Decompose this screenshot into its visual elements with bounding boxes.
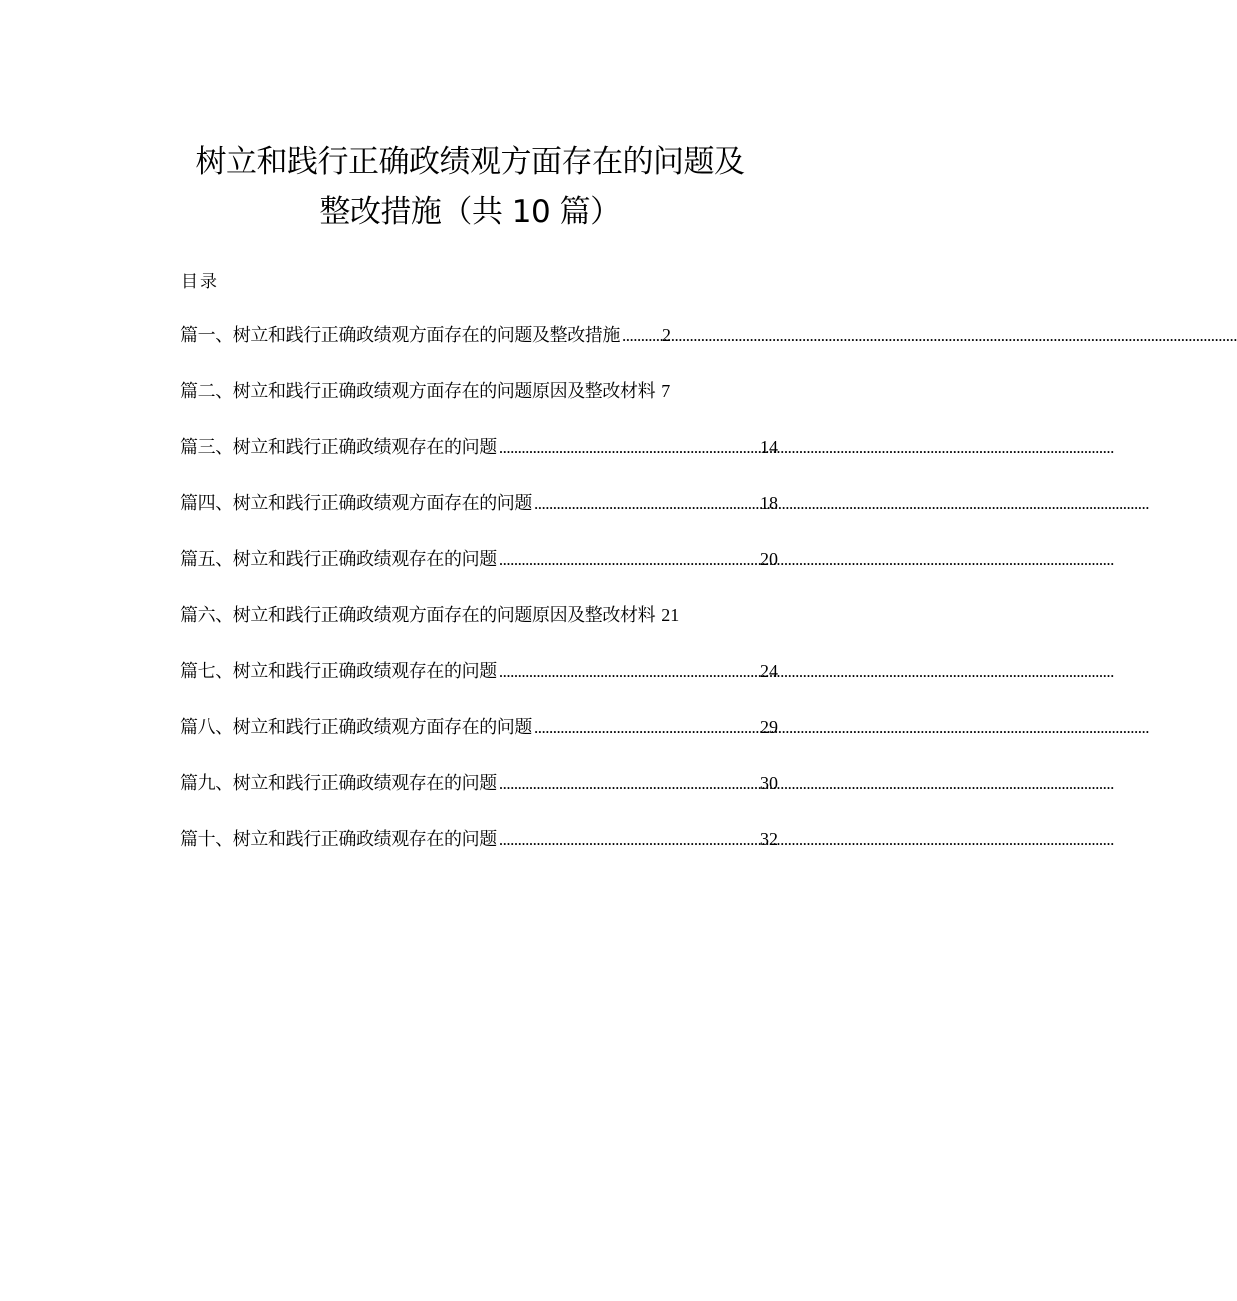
- toc-entry[interactable]: [180, 322, 778, 378]
- toc-entry-page-number: 29: [760, 717, 778, 737]
- toc-entry[interactable]: [180, 602, 778, 658]
- toc-entry[interactable]: [180, 714, 778, 770]
- toc-entry-leader: [497, 435, 760, 461]
- toc-entry-title: 篇四、树立和践行正确政绩观方面存在的问题: [180, 493, 532, 514]
- toc-entry-title: 篇八、树立和践行正确政绩观方面存在的问题: [180, 717, 532, 738]
- document-title-line-1: 树立和践行正确政绩观方面存在的问题及: [195, 144, 745, 180]
- table-of-contents: [180, 322, 778, 882]
- toc-entry-leader: [497, 659, 760, 685]
- toc-entry-leader: [497, 827, 760, 853]
- toc-entry-title: 篇二、树立和践行正确政绩观方面存在的问题原因及整改材料: [180, 381, 656, 402]
- toc-entry-title: 篇七、树立和践行正确政绩观存在的问题: [180, 661, 497, 682]
- toc-entry-page-number: 24: [760, 661, 778, 681]
- toc-entry[interactable]: [180, 770, 778, 826]
- toc-entry[interactable]: [180, 434, 778, 490]
- toc-entry-page-number: 32: [760, 829, 778, 849]
- toc-entry[interactable]: [180, 826, 778, 882]
- document-title-line-2: 整改措施（共 10 篇）: [319, 194, 621, 230]
- toc-entry-title: 篇九、树立和践行正确政绩观存在的问题: [180, 773, 497, 794]
- toc-heading: 目录: [181, 272, 219, 292]
- toc-entry-page-number: 30: [760, 773, 778, 793]
- toc-entry-leader: [497, 547, 760, 573]
- toc-entry-page-number: 20: [760, 549, 778, 569]
- toc-entry-page-number: 18: [760, 493, 778, 513]
- toc-entry-title: 篇六、树立和践行正确政绩观方面存在的问题原因及整改材料: [180, 605, 656, 626]
- toc-entry[interactable]: [180, 490, 778, 546]
- toc-entry-leader: [532, 491, 760, 517]
- toc-entry[interactable]: [180, 546, 778, 602]
- toc-entry-page-number: 7: [661, 381, 671, 401]
- toc-entry-leader: [620, 323, 662, 349]
- toc-entry-page-number: 14: [760, 437, 778, 457]
- toc-entry[interactable]: [180, 378, 778, 434]
- toc-entry-leader: [532, 715, 760, 741]
- toc-entry-leader: [497, 771, 760, 797]
- toc-entry-title: 篇十、树立和践行正确政绩观存在的问题: [180, 829, 497, 850]
- toc-entry-title: 篇三、树立和践行正确政绩观存在的问题: [180, 437, 497, 458]
- toc-entry-page-number: 2: [662, 325, 671, 345]
- toc-entry-title: 篇五、树立和践行正确政绩观存在的问题: [180, 549, 497, 570]
- toc-entry-page-number: 21: [661, 605, 680, 625]
- toc-entry[interactable]: [180, 658, 778, 714]
- toc-entry-title: 篇一、树立和践行正确政绩观方面存在的问题及整改措施: [180, 325, 620, 346]
